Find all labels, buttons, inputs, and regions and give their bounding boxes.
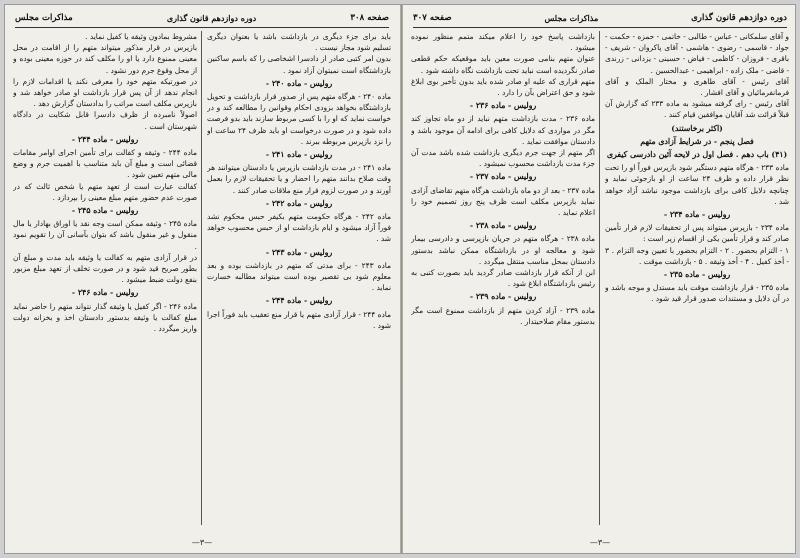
- paragraph: ماده ۲۳۷ - بعد از دو ماه بازداشت هرگاه متهم تقاضای آزادی نماید بازپرس مکلف است ظرف پنج روز تصمیم خود را اعلام نماید .: [411, 185, 595, 218]
- column-divider: [599, 31, 600, 525]
- right-page: [403, 5, 797, 553]
- paragraph: ماده ۲۳۴ - بازپرس میتواند پس از تحقیقات لازم قرار تأمین صادر کند و قرار تأمین یکی از اقسام زیر است :: [605, 223, 789, 244]
- right-page-title: دوره دوازدهم قانون گذاری: [691, 13, 787, 23]
- column-divider: [201, 31, 202, 525]
- paragraph: آقای رئیس - آقای طاهری و مختار الملک و آقای فرمانفرمائیان و آقای افشار .: [605, 76, 789, 98]
- right-page-header: [413, 11, 787, 28]
- article-heading: رولیس - ماده ۲۴۱ -: [265, 150, 333, 160]
- paragraph: ماده ۲۳۸ - هرگاه متهم در جریان بازپرسی و دادرسی بیمار شود و معالجه او در بازداشتگاه ممکن نباشد بدستور دادستان بمحل مناسب منتقل میگردد .: [411, 234, 595, 266]
- article-heading: رولیس - ماده ۲۳۴ -: [663, 210, 731, 220]
- article-heading: رولیس - ماده ۲۳۷ -: [469, 172, 537, 182]
- paragraph: در صورتیکه متهم خود را معرفی نکند یا اقدامات لازم را انجام ندهد از آن پس قرار بازداشت او صادر خواهد شد و بازپرس مکلف است مراتب را بدادستان گزارش دهد .: [13, 76, 197, 109]
- left-page: [5, 5, 399, 553]
- right-page-left-column: [411, 31, 595, 525]
- book-spread: [4, 4, 796, 554]
- paragraph: کفالت عبارت است از تعهد متهم یا شخص ثالث که در صورت عدم حضور متهم مبلغ معینی را بپردازد .: [13, 181, 197, 202]
- paragraph: ماده ۲۳۶ - مدت بازداشت متهم نباید از دو ماه تجاوز کند مگر در مواردی که دلایل کافی برای ادامه آن موجود باشد و دادستان موافقت نماید .: [411, 114, 595, 146]
- paragraph: ماده ۲۴۵ - وثیقه ممکن است وجه نقد یا اوراق بهادار یا مال منقول و غیر منقول باشد که بتوان بآسانی آن را تقویم نمود .: [13, 219, 197, 251]
- article-heading: رولیس - ماده ۲۴۴ -: [71, 134, 139, 144]
- paragraph: مشروط بمادون وثیقه یا کفیل نماید .: [85, 32, 197, 41]
- paragraph: اصولاً نامبرده از ظرف دادسرا قابل شکایت در دادگاه شهرستان است .: [13, 110, 197, 131]
- paragraph: و آقای سلمکانی - عباس - طالبی - خاتمی - حمزه - حکمت - جواد - قاسمی - رضوی - هاشمی - آقای پاکروان - شریف - باقری - فروزان - کاظمی - فیاض - حسینی - یزدانی - زرندی - قاضی - ملک زاده - ابراهیمی - عبدالحسین .: [605, 32, 789, 75]
- paragraph: آقای رئیس - رای گرفته میشود به ماده ۲۳۳ که گزارش آن قبلاً قرائت شد آقایان موافقین قیام کنند .: [605, 99, 789, 120]
- article-heading: رولیس - ماده ۲۳۵ -: [663, 270, 731, 280]
- article-heading: رولیس - ماده ۲۴۶ -: [71, 288, 139, 298]
- paragraph: باید برای جزء دیگری در بازداشت باشد یا بعنوان دیگری تسلیم شود مجاز نیست .: [207, 32, 391, 53]
- left-page-number: صفحه ۳۰۸: [350, 13, 389, 23]
- paragraph: در قرار آزادی متهم به کفالت یا وثیقه باید مدت و مبلغ آن بطور صریح قید شود و در صورت تخلف از تعهد مبلغ مزبور بنفع دولت ضبط میشود .: [13, 252, 197, 285]
- right-page-section: مذاکرات مجلس: [544, 13, 599, 23]
- paragraph: ماده ۲۴۴ - وثیقه و کفالت برای تأمین اجرای اوامر مقامات قضائی است و مبلغ آن باید متناسب با اهمیت جرم و وضع مالی متهم تعیین شود .: [13, 148, 197, 180]
- left-page-section: مذاکرات مجلس: [15, 13, 73, 23]
- paragraph: ماده ۲۴۶ - اگر کفیل یا وثیقه گذار نتواند متهم را حاضر نماید مبلغ کفالت یا وثیقه بدستور دادستان اخذ و بخزانه دولت واریز میگردد .: [13, 301, 197, 334]
- left-page-header: [15, 11, 389, 28]
- left-page-footer: —۳—: [191, 538, 213, 547]
- paragraph: ماده ۲۳۹ - آزاد کردن متهم از بازداشت ممنوع است مگر بدستور مقام صلاحیتدار .: [411, 305, 595, 326]
- chapter-heading: فصل پنجم - در شرایط آزادی متهم: [640, 136, 754, 146]
- paragraph: ماده ۲۴۰ - هرگاه متهم پس از صدور قرار بازداشت و تحویل بازداشتگاه بخواهد بزودی احکام وقوانین را مطالعه کند و در خواست نماید که او را با کسی مربوط سازند باید بدو فرصت داده شود و در صورت درخواست او باید ظرف ۲۴ ساعت او را نزد بازپرس مربوطه ببرند .: [207, 92, 391, 146]
- right-page-footer: —۳—: [589, 538, 611, 547]
- paragraph: ماده ۲۴۱ - در مدت بازداشت بازپرس یا دادستان میتوانند هر وقت صلاح بدانند متهم را احضار و یا تحقیقات لازم را بعمل آورند و در صورت لزوم قرار منع ملاقات صادر کنند .: [207, 163, 391, 195]
- section-heading: (۴۱) باب دهم . فصل اول در لایحه آئین دادرسی کیفری: [606, 150, 788, 160]
- paragraph: ماده ۲۴۴ - قرار آزادی متهم یا قرار منع تعقیب باید فوراً اجرا شود .: [207, 309, 391, 330]
- article-heading: رولیس - ماده ۲۳۶ -: [469, 101, 537, 111]
- left-page-title: دوره دوازدهم قانون گذاری: [166, 13, 257, 23]
- vote-result: (اکثر برخاستند): [671, 123, 723, 133]
- paragraph: بازپرس در قرار مذکور میتواند متهم را از اقامت در محل معینی ممنوع دارد یا او را مکلف کند در حوزه معینی بوده و از محل وقوع جرم دور نشود .: [13, 43, 197, 75]
- paragraph: اگر متهم از جهت جرم دیگری بازداشت شده باشد مدت آن جزء مدت بازداشت محسوب نمیشود .: [411, 148, 595, 169]
- paragraph: بازداشت پاسخ خود را اعلام میکند متمم منظور نموده میشود .: [411, 32, 595, 53]
- paragraph: ماده ۲۴۳ - برای مدتی که متهم در بازداشت بوده و بعد معلوم شود بی تقصیر بوده است میتواند مطالبه خسارت نماید .: [207, 260, 391, 293]
- left-page-right-column: [207, 31, 391, 525]
- article-heading: رولیس - ماده ۲۴۵ -: [71, 206, 139, 216]
- right-page-right-column: [605, 31, 789, 525]
- paragraph: ۱ - التزام بحضور . ۲ - التزام بحضور با تعیین وجه التزام . ۳ - أخذ کفیل . ۴ - أخذ وثیقه . ۵ - بازداشت موقت .: [605, 245, 789, 266]
- paragraph: متهم قراری که علیه او صادر شده باید بدون تأخیر بوی ابلاغ شود و حق اعتراض بآن را دارد .: [411, 76, 595, 98]
- left-page-left-column: [13, 31, 197, 525]
- right-page-number: صفحه ۳۰۷: [413, 13, 452, 23]
- paragraph: ماده ۲۴۲ - هرگاه حکومت متهم بکیفر حبس محکوم نشد فوراً آزاد میشود و ایام بازداشت او از حبس محسوب خواهد شد .: [207, 212, 391, 244]
- article-heading: رولیس - ماده ۲۴۴ -: [265, 296, 333, 306]
- paragraph: بدون امر کتبی صادر از دادسرا اشخاصی را که باسم ساکنین بازداشتگاه است نمیتوان آزاد نمود .: [207, 54, 391, 75]
- paragraph: عنوان متهم بنامی صورت معین باید موقعیکه حکم قطعی صادر نگردیده است نباید تحت بازداشت نگاه داشته شود .: [411, 54, 595, 75]
- article-heading: رولیس - ماده ۲۴۰ -: [265, 78, 333, 88]
- article-heading: رولیس - ماده ۲۴۳ -: [265, 247, 333, 257]
- paragraph: ماده ۲۳۵ - قرار بازداشت موقت باید مستدل و موجه باشد و در آن دلایل و مستندات صدور قرار قید شود .: [605, 283, 789, 304]
- article-heading: رولیس - ماده ۲۳۸ -: [469, 221, 537, 231]
- article-heading: رولیس - ماده ۲۳۹ -: [469, 292, 537, 302]
- article-heading: رولیس - ماده ۲۴۲ -: [265, 198, 333, 208]
- paragraph: ماده ۲۳۳ - هرگاه متهم دستگیر شود بازپرس فوراً او را تحت نظر قرار داده و ظرف ۲۴ ساعت از او بازجوئی نماید و چنانچه دلایل کافی برای بازداشت موجود نباشد آزاد خواهد شد .: [605, 163, 789, 206]
- paragraph: ابن از آنکه قرار بازداشت صادر گردید باید بصورت کتبی به رئیس بازداشتگاه ابلاغ شود .: [411, 268, 595, 289]
